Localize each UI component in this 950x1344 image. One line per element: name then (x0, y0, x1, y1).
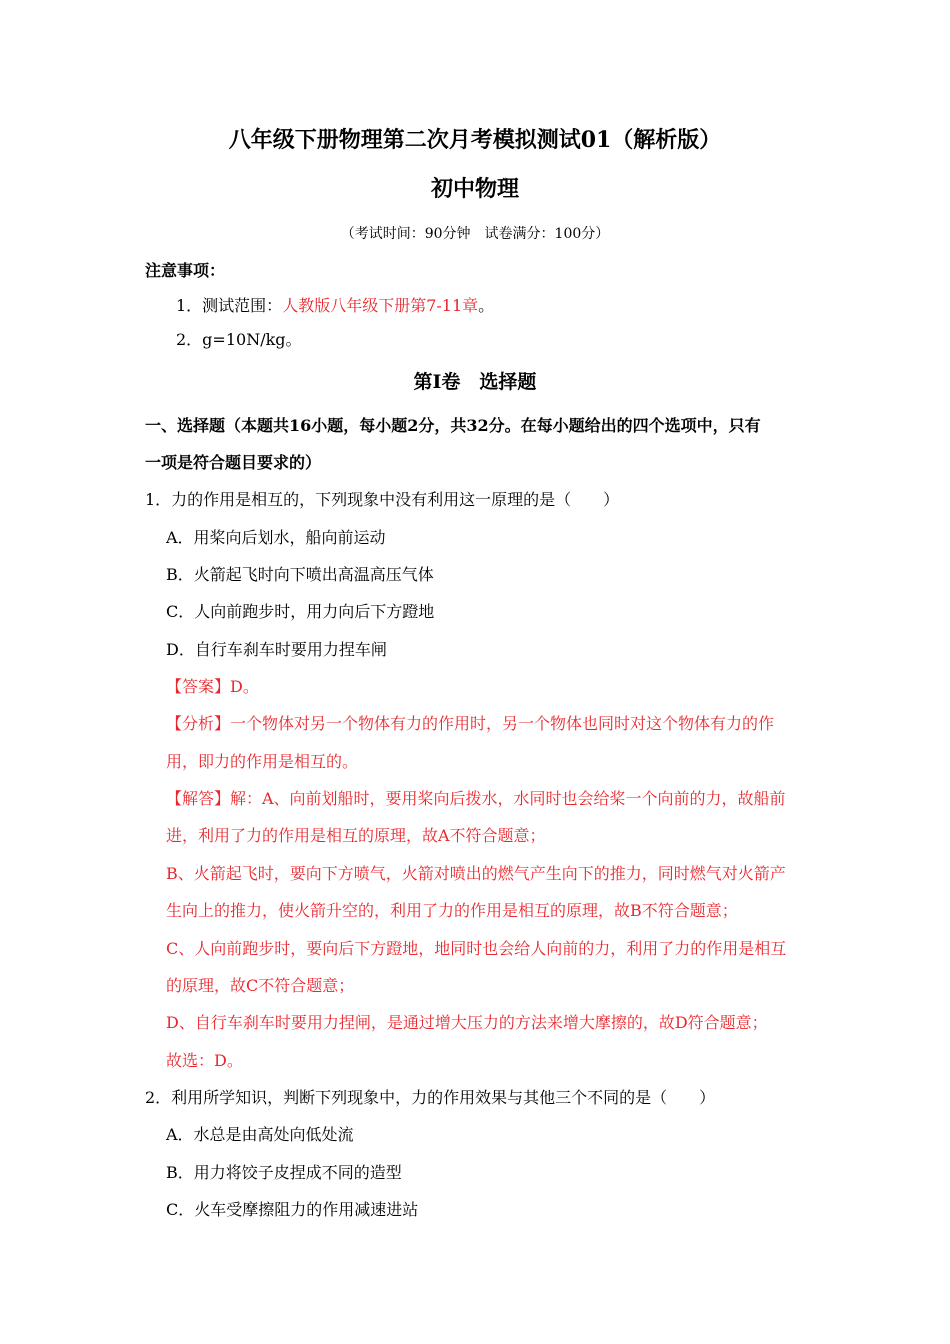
notice-item-1 (176, 296, 494, 316)
question-1-analysis-line-1: 【分析】一个物体对另一个物体有力的作用时，另一个物体也同时对这个物体有力的作 (166, 714, 775, 733)
notice-item-1-prefix: 1．测试范围： (176, 296, 283, 315)
document-title: 八年级下册物理第二次月考模拟测试01（解析版） (228, 127, 722, 153)
question-1-option-d: D．自行车刹车时要用力捏车闸 (166, 640, 387, 659)
part-heading-line-2: 一项是符合题目要求的） (145, 453, 322, 472)
notice-heading: 注意事项： (145, 261, 226, 280)
question-1-answer: 【答案】D。 (166, 677, 259, 696)
question-1-solution-line-2: 进，利用了力的作用是相互的原理，故A不符合题意； (166, 826, 546, 845)
question-1-conclusion: 故选：D。 (166, 1051, 243, 1070)
question-1-option-c: C．人向前跑步时，用力向后下方蹬地 (166, 602, 435, 621)
question-1-solution-line-1: 【解答】解：A、向前划船时，要用桨向后拨水，水同时也会给桨一个向前的力，故船前 (166, 789, 786, 808)
question-2-option-a: A．水总是由高处向低处流 (166, 1125, 354, 1144)
exam-info: （考试时间：90分钟 试卷满分：100分） (340, 226, 610, 242)
question-1-analysis-line-2: 用，即力的作用是相互的。 (166, 752, 359, 771)
question-1-solution-line-3: B、火箭起飞时，要向下方喷气，火箭对喷出的燃气产生向下的推力，同时燃气对火箭产 (166, 864, 786, 883)
question-2-option-c: C．火车受摩擦阻力的作用减速进站 (166, 1200, 419, 1219)
part-heading-line-1: 一、选择题（本题共16小题，每小题2分，共32分。在每小题给出的四个选项中，只有 (145, 416, 761, 435)
notice-item-2: 2．g=10N/kg。 (176, 330, 302, 349)
question-1-solution-line-6: 的原理，故C不符合题意； (166, 976, 355, 995)
question-1-solution-line-7: D、自行车刹车时要用力捏闸，是通过增大压力的方法来增大摩擦的，故D符合题意； (166, 1013, 768, 1032)
question-1-stem: 1．力的作用是相互的，下列现象中没有利用这一原理的是（ ） (145, 490, 620, 509)
notice-item-1-suffix: 。 (478, 296, 495, 315)
question-1-option-b: B．火箭起飞时向下喷出高温高压气体 (166, 565, 434, 584)
question-1-solution-line-4: 生向上的推力，使火箭升空的，利用了力的作用是相互的原理，故B不符合题意； (166, 901, 738, 920)
notice-item-1-highlight: 人教版八年级下册第7-11章 (282, 296, 479, 315)
question-2-stem: 2．利用所学知识，判断下列现象中，力的作用效果与其他三个不同的是（ ） (145, 1088, 716, 1107)
question-2-option-b: B．用力将饺子皮捏成不同的造型 (166, 1163, 402, 1182)
subject-title: 初中物理 (430, 176, 519, 202)
question-1-option-a: A．用桨向后划水，船向前运动 (166, 528, 386, 547)
question-1-solution-line-5: C、人向前跑步时，要向后下方蹬地，地同时也会给人向前的力，利用了力的作用是相互 (166, 939, 787, 958)
section-title: 第Ⅰ卷 选择题 (413, 371, 537, 393)
